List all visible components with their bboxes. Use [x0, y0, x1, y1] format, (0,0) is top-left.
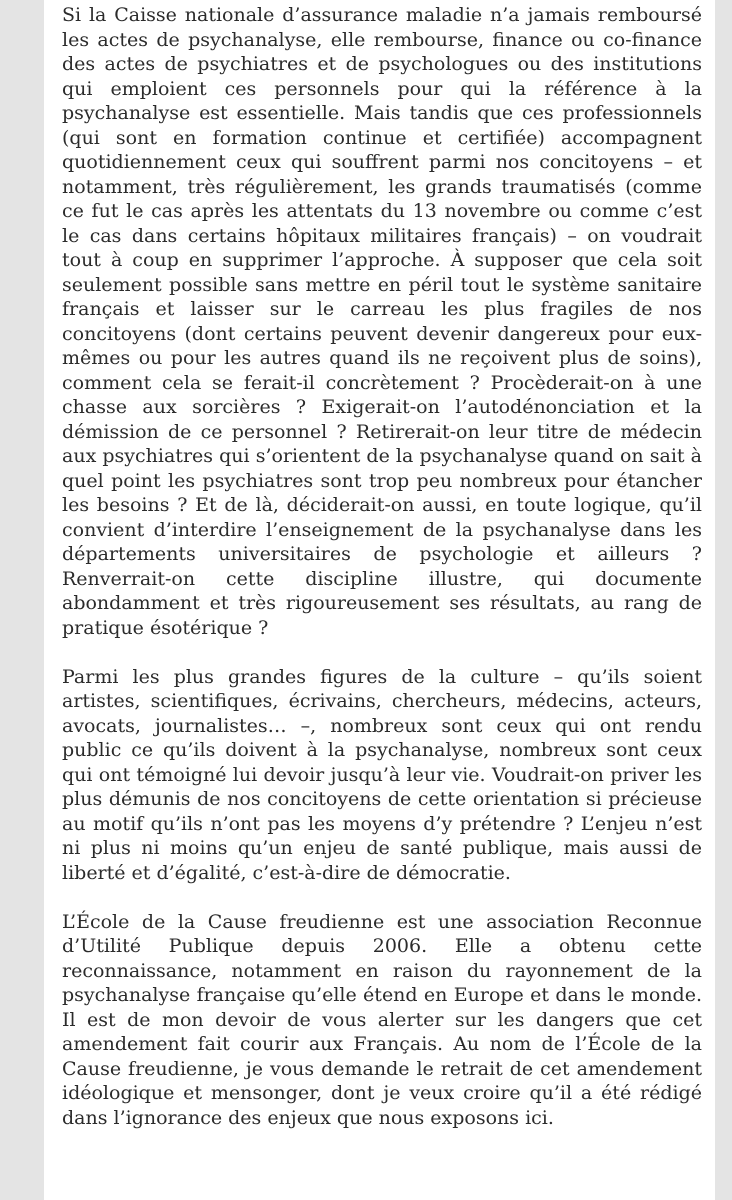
document-body [62, 3, 702, 1130]
paragraph-3: L’École de la Cause freudienne est une association Reconnue d’Utilité Publique depuis 2006. Elle a obtenu cette reconnaissance, notamment en raison du rayonnement de la psychanalyse française qu’elle étend en Europe et dans le monde. Il est de mon devoir de vous alerter sur les dangers que cet amendement fait courir aux Français. Au nom de l’École de la Cause freudienne, je vous demande le retrait de cet amendement idéologique et mensonger, dont je veux croire qu’il a été rédigé dans l’ignorance des enjeux que nous exposons ici. [62, 910, 702, 1129]
paragraph-2: Parmi les plus grandes figures de la culture – qu’ils soient artistes, scientifiques, écrivains, chercheurs, médecins, acteurs, avocats, journalistes… –, nombreux sont ceux qui ont rendu public ce qu’ils doivent à la psychanalyse, nombreux sont ceux qui ont témoigné lui devoir jusqu’à leur vie. Voudrait-on priver les plus démunis de nos concitoyens de cette orientation si précieuse au motif qu’ils n’ont pas les moyens d’y prétendre ? L’enjeu n’est ni plus ni moins qu’un enjeu de santé publique, mais aussi de liberté et d’égalité, c’est-à-dire de démocratie. [62, 665, 702, 884]
document-page [44, 0, 715, 1200]
paragraph-1: Si la Caisse nationale d’assurance maladie n’a jamais remboursé les actes de psychanalyse, elle rembourse, finance ou co-finance des actes de psychiatres et de psychologues ou des institutions qui emploient ces personnels pour qui la référence à la psychanalyse est essentielle. Mais tandis que ces professionnels (qui sont en formation continue et certifiée) accompagnent quotidiennement ceux qui souffrent parmi nos concitoyens – et notamment, très régulièrement, les grands traumatisés (comme ce fut le cas après les attentats du 13 novembre ou comme c’est le cas dans certains hôpitaux militaires français) – on voudrait tout à coup en supprimer l’approche. À supposer que cela soit seulement possible sans mettre en péril tout le système sanitaire français et laisser sur le carreau les plus fragiles de nos concitoyens (dont certains peuvent devenir dangereux pour eux-mêmes ou pour les autres quand ils ne reçoivent plus de soins), comment cela se ferait-il concrètement ? Procèderait-on à une chasse aux sorcières ? Exigerait-on l’autodénonciation et la démission de ce personnel ? Retirerait-on leur titre de médecin aux psychiatres qui s’orientent de la psychanalyse quand on sait à quel point les psychiatres sont trop peu nombreux pour étancher les besoins ? Et de là, déciderait-on aussi, en toute logique, qu’il convient d’interdire l’enseignement de la psychanalyse dans les départements universitaires de psychologie et ailleurs ? Renverrait-on cette discipline illustre, qui documente abondamment et très rigoureusement ses résultats, au rang de pratique ésotérique ? [62, 4, 702, 639]
